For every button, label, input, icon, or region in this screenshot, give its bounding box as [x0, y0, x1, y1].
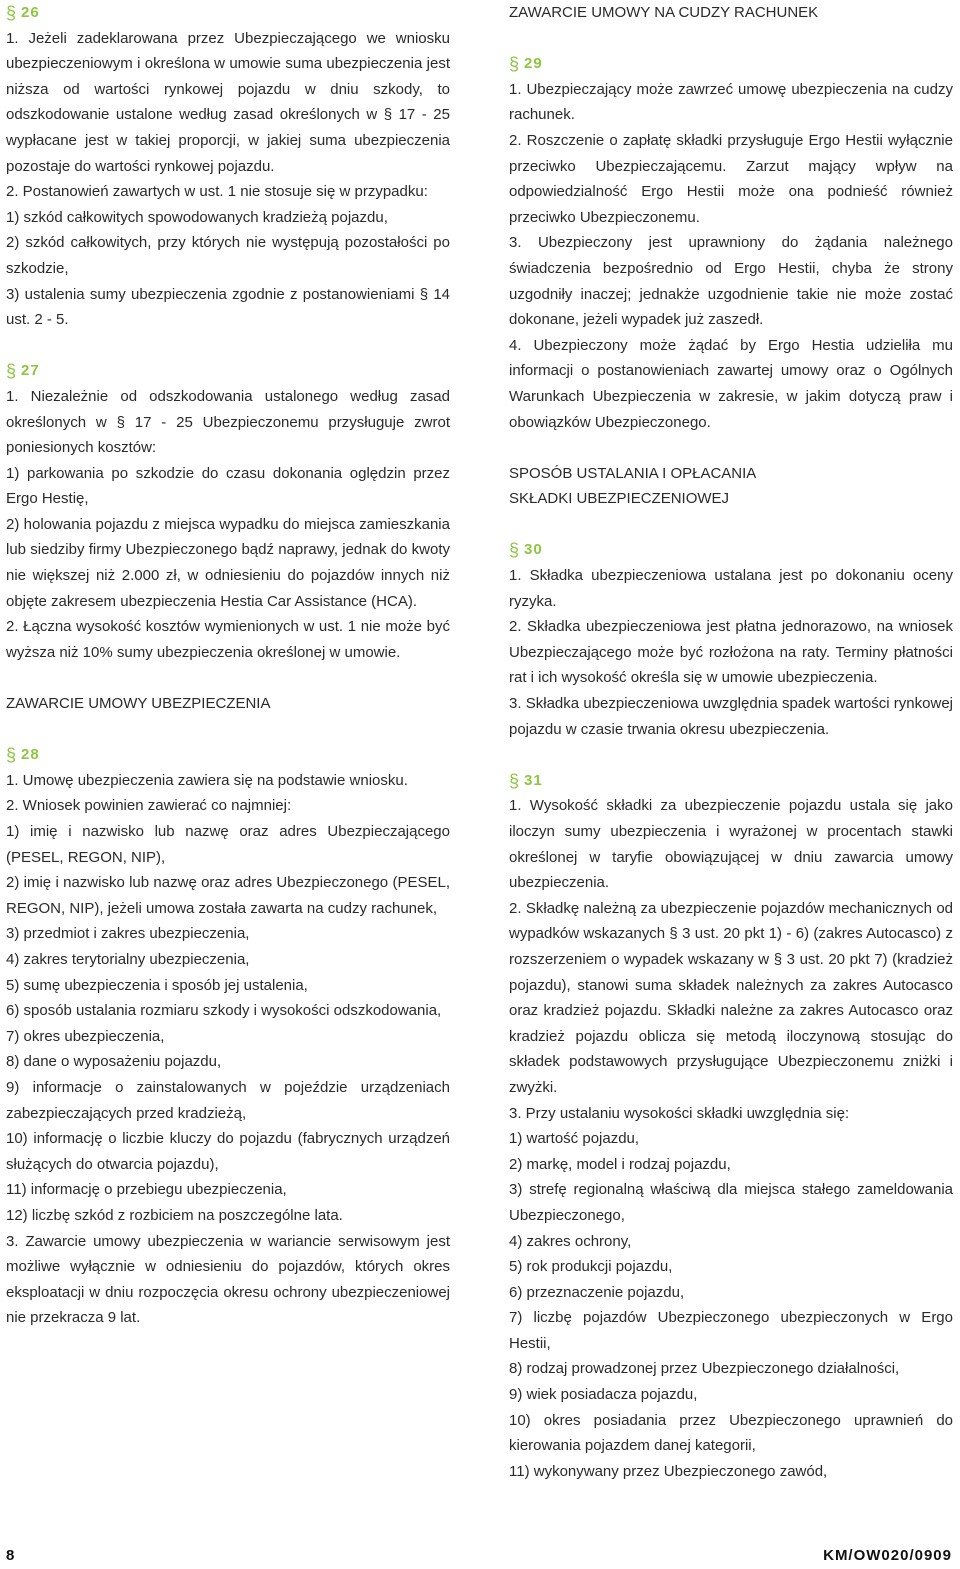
list-item: 9) informacje o zainstalowanych w pojeździe urządzeniach zabezpieczających przed kradzieżą,: [6, 1078, 450, 1122]
list-item: 10) okres posiadania przez Ubezpieczonego uprawnień do kierowania pojazdem danej kategorii,: [509, 1411, 953, 1455]
list-item: 5) rok produkcji pojazdu,: [509, 1258, 673, 1276]
paragraph: 1. Składka ubezpieczeniowa ustalana jest po dokonaniu oceny ryzyka.: [509, 567, 953, 610]
list-item: 1) szkód całkowitych spowodowanych kradzieżą pojazdu,: [6, 208, 388, 226]
paragraph: 4. Ubezpieczony może żądać by Ergo Hestia udzieliła mu informacji o postanowieniach zawartej umowy oraz o Ogólnych Warunkach Ubezpieczenia w zakresie, w jakim dotyczą praw i obowiązków Ubezpieczonego.: [509, 336, 953, 431]
section-number: 30: [524, 541, 543, 559]
section-sign-icon: §: [509, 770, 521, 791]
list-item: 3) przedmiot i zakres ubezpieczenia,: [6, 925, 250, 943]
right-column: [509, 0, 953, 1484]
list-item: 8) dane o wyposażeniu pojazdu,: [6, 1053, 222, 1071]
document-code: KM/OW020/0909: [823, 1547, 952, 1564]
paragraph: 3. Przy ustalaniu wysokości składki uwzględnia się:: [509, 1104, 850, 1122]
section-number: 27: [21, 362, 40, 380]
list-item: 4) zakres ochrony,: [509, 1232, 632, 1250]
list-item: 1) imię i nazwisko lub nazwę oraz adres Ubezpieczającego (PESEL, REGON, NIP),: [6, 823, 450, 866]
list-item: 5) sumę ubezpieczenia i sposób jej ustalenia,: [6, 976, 308, 994]
section-heading-31: [509, 768, 953, 794]
section-number: 29: [524, 55, 543, 73]
list-item: 11) informację o przebiegu ubezpieczenia,: [6, 1181, 287, 1199]
list-item: 2) szkód całkowitych, przy których nie występują pozostałości po szkodzie,: [6, 234, 450, 277]
left-column: [6, 0, 450, 1331]
list-item: 7) okres ubezpieczenia,: [6, 1027, 165, 1045]
section-number: 31: [524, 771, 543, 789]
list-item: 3) strefę regionalną właściwą dla miejsca stałego zameldowania Ubezpieczonego,: [509, 1181, 953, 1224]
section-heading-29: [509, 51, 953, 77]
section-number: 28: [21, 746, 40, 764]
list-item: 2) holowania pojazdu z miejsca wypadku do miejsca zamieszkania lub siedziby firmy Ubezpieczonego bądź naprawy, jednak do kwoty nie większej niż 2.000 zł, w odniesieniu do pojazdów innych niż objęte zakresem ubezpieczenia Hestia Car Assistance (HCA).: [6, 515, 450, 610]
paragraph: 3. Składka ubezpieczeniowa uwzględnia spadek wartości rynkowej pojazdu w czasie trwania okresu ubezpieczenia.: [509, 695, 953, 738]
page-number: 8: [6, 1547, 16, 1564]
list-item: 12) liczbę szkód z rozbiciem na poszczególne lata.: [6, 1206, 343, 1224]
list-item: 7) liczbę pojazdów Ubezpieczonego ubezpieczonych w Ergo Hestii,: [509, 1309, 953, 1352]
section-sign-icon: §: [509, 53, 521, 74]
paragraph: 1. Jeżeli zadeklarowana przez Ubezpieczającego we wniosku ubezpieczeniowym i określona w umowie suma ubezpieczenia jest niższa od wartości rynkowej pojazdu w dniu szkody, to odszkodowanie ustalone według zasad określonych w § 17 - 25 wypłacane jest w takiej proporcji, w jakiej suma ubezpieczenia pozostaje do wartości rynkowej pojazdu.: [6, 29, 450, 175]
list-item: 3) ustalenia sumy ubezpieczenia zgodnie z postanowieniami § 14 ust. 2 - 5.: [6, 285, 450, 329]
paragraph: 3. Zawarcie umowy ubezpieczenia w wariancie serwisowym jest możliwe wyłącznie w odniesieniu do pojazdów, których okres eksploatacji w dniu rozpoczęcia okresu ochrony ubezpieczeniowej nie przekracza 9 lat.: [6, 1232, 450, 1327]
paragraph: 2. Składkę należną za ubezpieczenie pojazdów mechanicznych od wypadków wskazanych § 3 ust. 20 pkt 1) - 6) (zakres Autocasco) z rozszerzeniem o wypadek wskazany w § 3 ust. 20 pkt 7) (kradzież pojazdu), stanowi suma składek należnych za zakres Autocasco oraz kradzież pojazdu. Składki należne za zakres Autocasco oraz kradzież pojazdu oblicza się metodą iloczynową stosując do składek podstawowych przysługujące Ubezpieczonemu zniżki i zwyżki.: [509, 899, 953, 1096]
paragraph: 2. Składka ubezpieczeniowa jest płatna jednorazowo, na wniosek Ubezpieczającego może być rozłożona na raty. Terminy płatności rat i ich wysokość określa się w umowie ubezpieczenia.: [509, 618, 953, 687]
paragraph: 1. Niezależnie od odszkodowania ustalonego według zasad określonych w § 17 - 25 Ubezpieczonemu przysługuje zwrot poniesionych kosztów:: [6, 387, 450, 457]
paragraph: 2. Postanowień zawartych w ust. 1 nie stosuje się w przypadku:: [6, 183, 428, 201]
section-heading-30: [509, 537, 953, 563]
section-heading-26: [6, 0, 450, 26]
list-item: 11) wykonywany przez Ubezpieczonego zawód,: [509, 1462, 828, 1480]
chapter-heading: ZAWARCIE UMOWY NA CUDZY RACHUNEK: [509, 4, 819, 21]
paragraph: 2. Łączna wysokość kosztów wymienionych w ust. 1 nie może być wyższa niż 10% sumy ubezpieczenia określonej w umowie.: [6, 618, 450, 661]
section-number: 26: [21, 4, 40, 21]
list-item: 8) rodzaj prowadzonej przez Ubezpieczonego działalności,: [509, 1360, 900, 1378]
paragraph: 3. Ubezpieczony jest uprawniony do żądania należnego świadczenia bezpośrednio od Ergo Hestii, chyba że strony uzgodniły inaczej; jednakże uzgodnienie takie nie może zostać dokonane, jeżeli wypadek już zaszedł.: [509, 234, 953, 329]
list-item: 9) wiek posiadacza pojazdu,: [509, 1386, 698, 1404]
list-item: 4) zakres terytorialny ubezpieczenia,: [6, 950, 250, 968]
paragraph: 2. Wniosek powinien zawierać co najmniej:: [6, 797, 292, 815]
list-item: 6) przeznaczenie pojazdu,: [509, 1283, 685, 1301]
paragraph: 1. Umowę ubezpieczenia zawiera się na podstawie wniosku.: [6, 771, 408, 789]
chapter-heading: SPOSÓB USTALANIA I OPŁACANIA: [509, 464, 757, 482]
chapter-heading: ZAWARCIE UMOWY UBEZPIECZENIA: [6, 695, 271, 713]
section-sign-icon: §: [509, 540, 521, 561]
section-heading-28: [6, 742, 450, 768]
paragraph: 1. Ubezpieczający może zawrzeć umowę ubezpieczenia na cudzy rachunek.: [509, 80, 953, 124]
list-item: 1) wartość pojazdu,: [509, 1130, 640, 1148]
list-item: 1) parkowania po szkodzie do czasu dokonania oględzin przez Ergo Hestię,: [6, 464, 450, 508]
list-item: 6) sposób ustalania rozmiaru szkody i wysokości odszkodowania,: [6, 1002, 442, 1020]
section-sign-icon: §: [6, 2, 18, 23]
section-sign-icon: §: [6, 745, 18, 766]
list-item: 10) informację o liczbie kluczy do pojazdu (fabrycznych urządzeń służących do otwarcia pojazdu),: [6, 1130, 450, 1173]
section-heading-27: [6, 358, 450, 384]
list-item: 2) imię i nazwisko lub nazwę oraz adres Ubezpieczonego (PESEL, REGON, NIP), jeżeli umowa została zawarta na cudzy rachunek,: [6, 874, 450, 917]
list-item: 2) markę, model i rodzaj pojazdu,: [509, 1155, 731, 1173]
paragraph: 1. Wysokość składki za ubezpieczenie pojazdu ustala się jako iloczyn sumy ubezpieczenia i wyrażonej w procentach stawki określonej w taryfie obowiązującej w dniu zawarcia umowy ubezpieczenia.: [509, 797, 953, 892]
paragraph: 2. Roszczenie o zapłatę składki przysługuje Ergo Hestii wyłącznie przeciwko Ubezpieczającemu. Zarzut mający wpływ na odpowiedzialność Ergo Hestii może ona podnieść również przeciwko Ubezpieczonemu.: [509, 131, 953, 226]
section-sign-icon: §: [6, 361, 18, 382]
chapter-heading-line2: SKŁADKI UBEZPIECZENIOWEJ: [509, 490, 730, 508]
